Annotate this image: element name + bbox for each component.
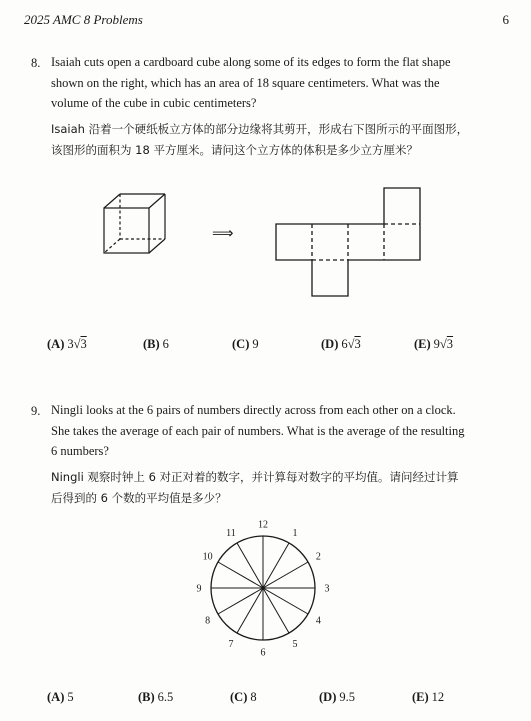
choice-label: (C) bbox=[230, 690, 248, 704]
choice-label: (E) bbox=[414, 337, 431, 351]
q8-choice-a[interactable] bbox=[47, 337, 87, 352]
q8-choice-d[interactable] bbox=[321, 337, 361, 352]
choice-value: 3 bbox=[67, 337, 74, 351]
question-9-chinese-line: Ningli 观察时钟上 6 对正对着的数字，并计算每对数字的平均值。请问经过计算 bbox=[51, 470, 459, 484]
q9-choice-c[interactable] bbox=[230, 690, 257, 705]
clock-figure bbox=[190, 515, 340, 665]
choice-value: 9.5 bbox=[339, 690, 355, 704]
choice-value: 8 bbox=[250, 690, 257, 704]
choice-radicand: 3 bbox=[354, 337, 361, 351]
q8-choice-c[interactable] bbox=[232, 337, 259, 352]
clock-number-label: 2 bbox=[315, 551, 321, 563]
clock-number-label: 7 bbox=[228, 638, 234, 650]
q8-choice-b[interactable] bbox=[143, 337, 169, 352]
q9-choice-e[interactable] bbox=[412, 690, 444, 705]
choice-value: 6 bbox=[162, 337, 169, 351]
clock-number-label: 1 bbox=[292, 528, 298, 540]
q9-choice-d[interactable] bbox=[319, 690, 355, 705]
clock-number-label: 6 bbox=[260, 647, 266, 659]
choice-label: (B) bbox=[143, 337, 160, 351]
cube-net-figure bbox=[270, 180, 430, 305]
choice-value: 9 bbox=[433, 337, 440, 351]
question-8-english-line: Isaiah cuts open a cardboard cube along some of its edges to form the flat shape bbox=[51, 55, 451, 69]
question-8-english bbox=[51, 52, 451, 114]
question-9-english-line: 6 numbers? bbox=[51, 444, 109, 458]
question-9-english-line: Ningli looks at the 6 pairs of numbers directly across from each other on a clock. bbox=[51, 403, 456, 417]
sqrt-icon: √ bbox=[73, 337, 81, 351]
question-9-chinese-line: 后得到的 6 个数的平均值是多少？ bbox=[51, 490, 227, 505]
choice-label: (D) bbox=[321, 337, 339, 351]
header-title: 2025 AMC 8 Problems bbox=[24, 12, 143, 27]
q9-choice-a[interactable] bbox=[47, 690, 74, 705]
arrow-icon: ⟹ bbox=[212, 224, 234, 242]
choice-label: (A) bbox=[47, 690, 65, 704]
sqrt-icon: √ bbox=[439, 337, 447, 351]
choice-label: (B) bbox=[138, 690, 155, 704]
choice-value: 6 bbox=[341, 337, 348, 351]
question-8-english-line: volume of the cube in cubic centimeters? bbox=[51, 96, 257, 110]
clock-number-label: 9 bbox=[196, 583, 202, 595]
question-9-english-line: She takes the average of each pair of numbers. What is the average of the resulting bbox=[51, 423, 465, 438]
choice-radicand: 3 bbox=[80, 337, 87, 351]
question-8-number: 8. bbox=[31, 56, 41, 70]
choice-value: 5 bbox=[67, 690, 74, 704]
choice-value: 6.5 bbox=[157, 690, 174, 704]
question-8-chinese bbox=[51, 119, 468, 160]
header-page-number: 6 bbox=[502, 12, 509, 27]
choice-radicand: 3 bbox=[446, 337, 454, 351]
clock-number-label: 11 bbox=[226, 528, 236, 540]
question-8-chinese-line: Isaiah 沿着一个硬纸板立方体的部分边缘将其剪开，形成右下图所示的平面图形， bbox=[51, 122, 469, 136]
question-8-chinese-line: 该图形的面积为 18 平方厘米。请问这个立方体的体积是多少立方厘米？ bbox=[51, 142, 418, 157]
choice-label: (C) bbox=[232, 337, 250, 351]
sqrt-icon: √ bbox=[347, 337, 355, 351]
question-9-english bbox=[51, 400, 465, 462]
clock-number-label: 4 bbox=[315, 615, 321, 627]
question-9-number: 9. bbox=[31, 404, 41, 418]
choice-label: (D) bbox=[319, 690, 337, 704]
q9-choice-b[interactable] bbox=[138, 690, 173, 705]
choice-value: 9 bbox=[252, 337, 259, 351]
clock-number-label: 12 bbox=[258, 519, 268, 531]
cube-figure bbox=[100, 190, 170, 260]
question-8-english-line: shown on the right, which has an area of 18 square centimeters. What was the bbox=[51, 75, 440, 90]
choice-value: 12 bbox=[431, 690, 445, 704]
choice-label: (E) bbox=[412, 690, 429, 704]
clock-number-label: 3 bbox=[324, 583, 330, 595]
clock-number-label: 10 bbox=[202, 551, 213, 563]
q8-choice-e[interactable] bbox=[414, 337, 453, 352]
question-9-chinese bbox=[51, 467, 459, 508]
choice-label: (A) bbox=[47, 337, 65, 351]
clock-number-label: 8 bbox=[205, 615, 211, 627]
clock-number-label: 5 bbox=[292, 638, 298, 650]
